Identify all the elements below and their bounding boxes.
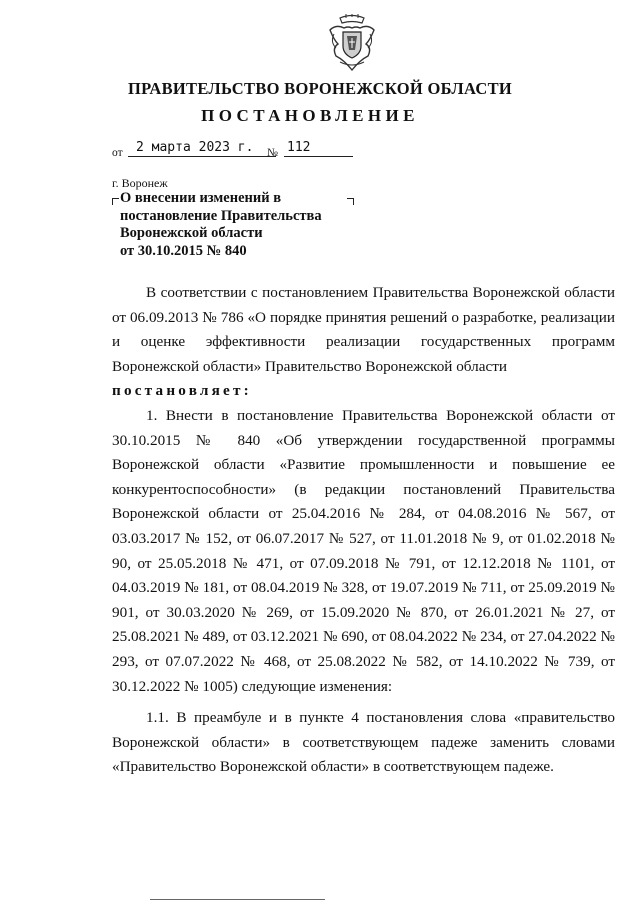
number-prefix: № bbox=[267, 147, 278, 159]
coat-of-arms-icon bbox=[326, 14, 378, 74]
document-type bbox=[0, 106, 620, 126]
government-title bbox=[0, 79, 640, 99]
item-1-1-paragraph: 1.1. В преамбуле и в пункте 4 постановления слова «правительство Воронежской области» в соответствующем падеже заменить словами «Правительство Воронежской области» в соответствующем падеже. bbox=[112, 709, 615, 776]
document-type-label: ПОСТАНОВЛЕНИЕ bbox=[201, 106, 419, 125]
date-number-row bbox=[112, 140, 372, 160]
document-body bbox=[112, 281, 615, 780]
subject-corner-left bbox=[112, 198, 119, 205]
decree-word: постановляет: bbox=[112, 382, 252, 400]
subject-line: от 30.10.2015 № 840 bbox=[120, 242, 247, 259]
city-label: г. Воронеж bbox=[112, 176, 168, 190]
date-prefix: от bbox=[112, 147, 123, 159]
date-underline bbox=[128, 156, 276, 157]
preamble-paragraph: В соответствии с постановлением Правительства Воронежской области от 06.09.2013 № 786 «О порядке принятия решений о разработке, реализации и оценке эффективности реализации государственных программ Воронежской области» Правительство Воронежской области bbox=[112, 284, 615, 375]
government-name: ПРАВИТЕЛЬСТВО ВОРОНЕЖСКОЙ ОБЛАСТИ bbox=[127, 79, 513, 98]
document-number: 112 bbox=[287, 140, 311, 155]
bottom-rule bbox=[150, 899, 325, 900]
number-underline bbox=[284, 156, 353, 157]
document-date: 2 марта 2023 г. bbox=[136, 140, 254, 155]
item-1-paragraph: 1. Внести в постановление Правительства Воронежской области от 30.10.2015 № 840 «Об утверждении государственной программы Воронежской области «Развитие промышленности и повышение ее конкурентоспособности» (в редакции постановлений Правительства Воронежской области от 25.04.2016 № 284, от 04.08.2016 № 567, от 03.03.2017 № 152, от 06.07.2017 № 527, от 11.01.2018 № 9, от 01.02.2018 № 90, от 25.05.2018 № 471, от 07.09.2018 № 791, от 12.12.2018 № 1101, от 04.03.2019 № 181, от 08.04.2019 № 328, от 19.07.2019 № 711, от 25.09.2019 № 901, от 30.03.2020 № 269, от 15.09.2020 № 870, от 26.01.2021 № 27, от 25.08.2021 № 489, от 03.12.2021 № 690, от 08.04.2022 № 234, от 27.04.2022 № 293, от 07.07.2022 № 468, от 25.08.2022 № 582, от 14.10.2022 № 739, от 30.12.2022 № 1005) следующие изменения: bbox=[112, 406, 615, 695]
subject-line: О внесении изменений в bbox=[120, 190, 282, 206]
subject-line: Воронежской области bbox=[120, 225, 263, 241]
document-subject bbox=[120, 190, 360, 260]
subject-line: постановление Правительства bbox=[120, 207, 322, 224]
